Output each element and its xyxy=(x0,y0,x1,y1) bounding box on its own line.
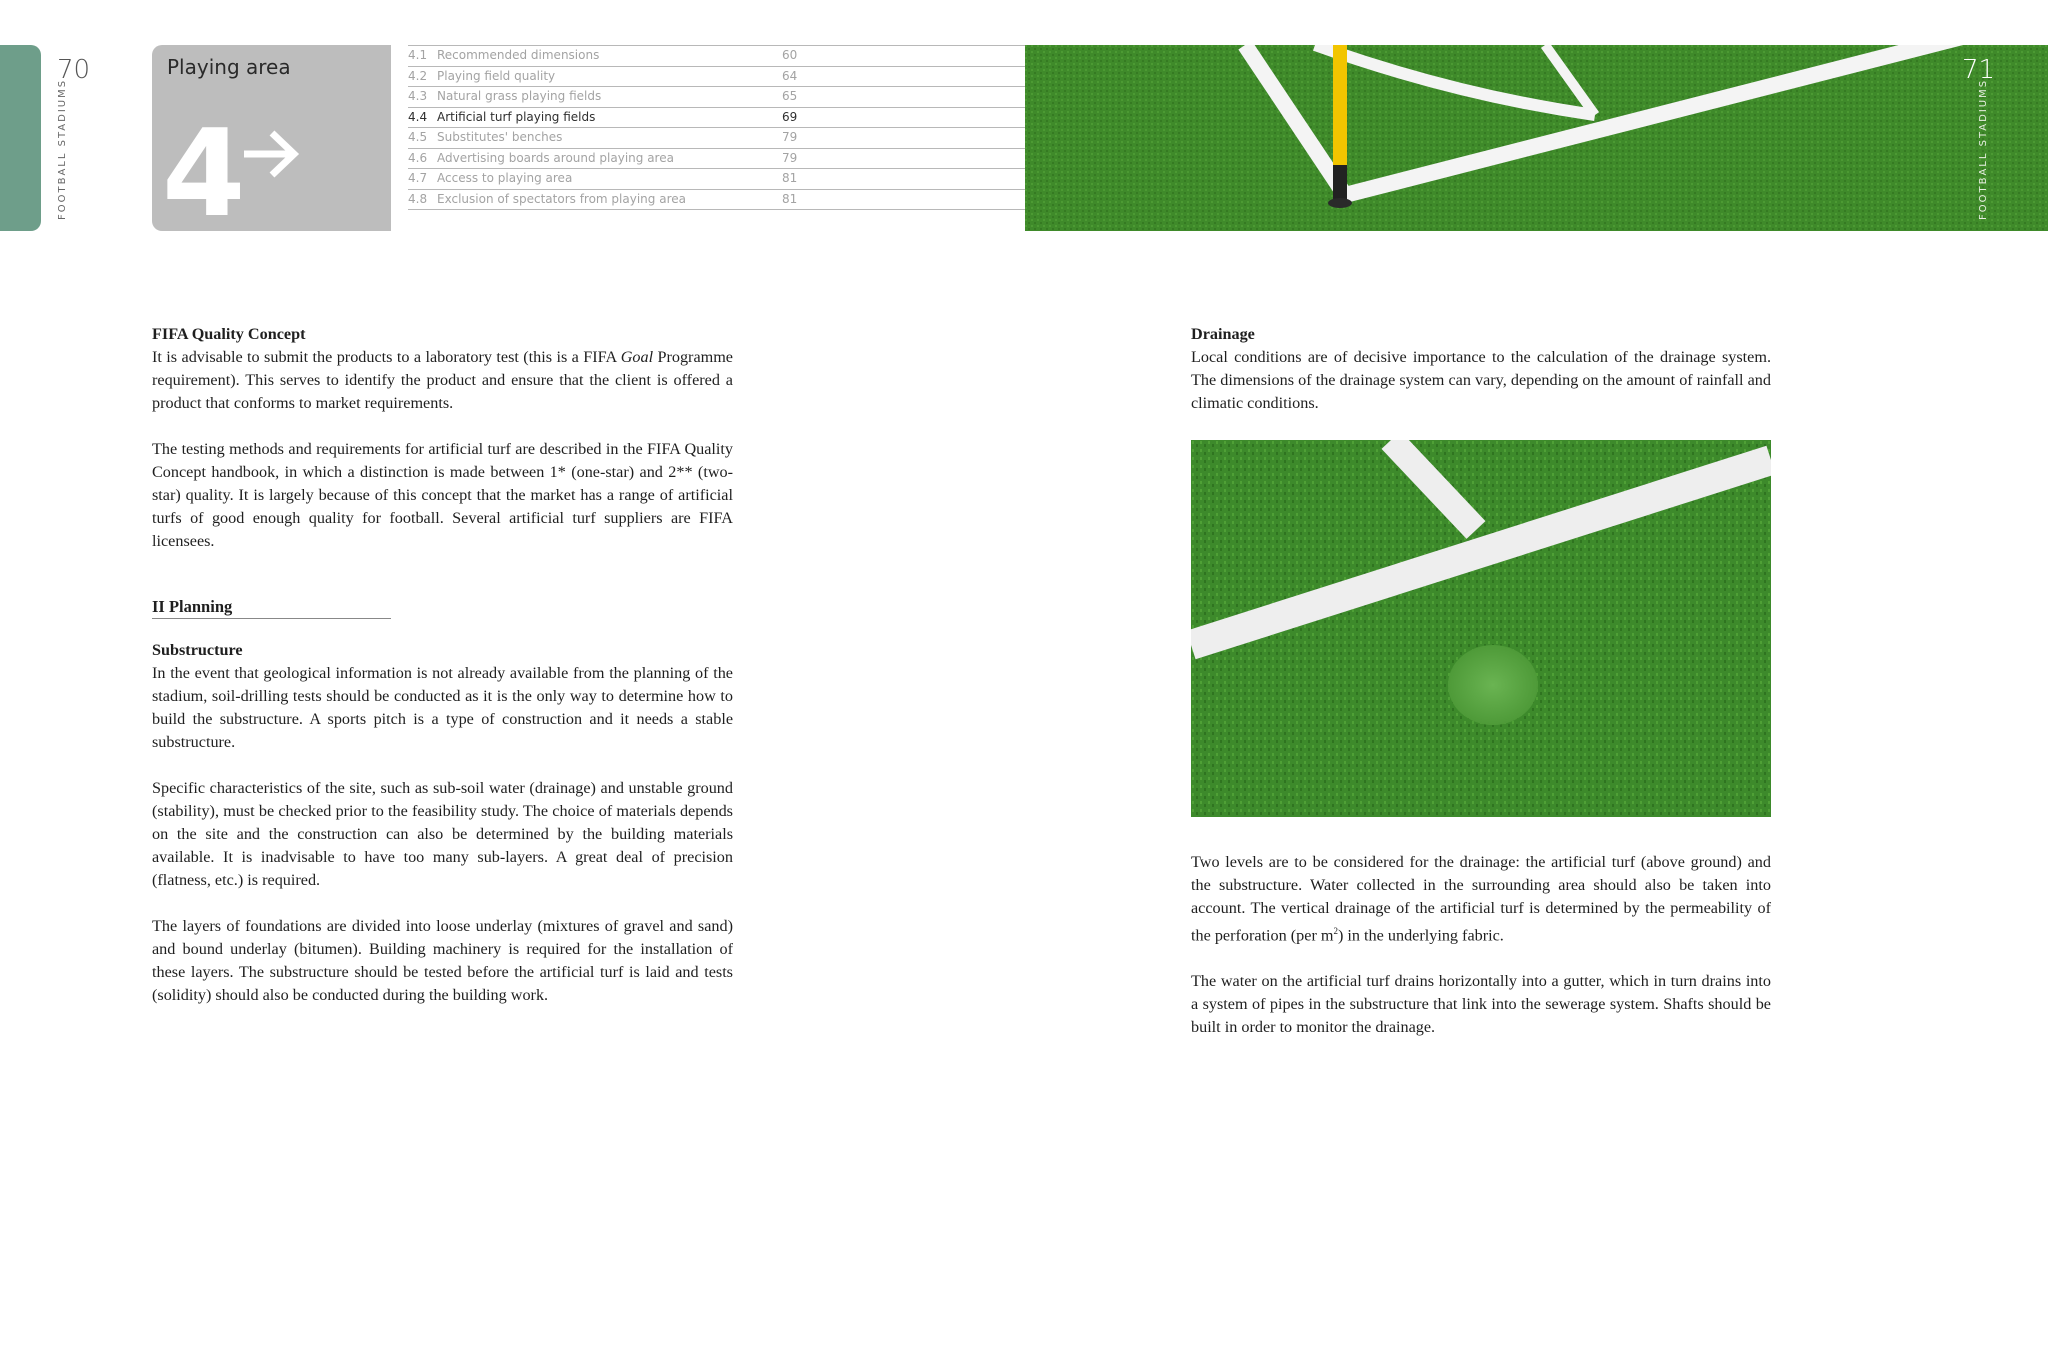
drain-p2-text: Two levels are to be considered for the drainage: the artificial turf (above ground) and the substructure. Water collected in the surrounding area should also be taken into account. The vertical drainage of the artificial turf is determined by the permeability of the perforation (per m xyxy=(1191,853,1771,945)
superscript-2: 2 xyxy=(1333,926,1338,936)
toc-row[interactable] xyxy=(408,168,1025,189)
chapter-number: 4 xyxy=(162,105,246,231)
toc-number: 4.1 xyxy=(408,48,428,62)
corner-flag-photo xyxy=(1025,45,2048,231)
drain-p2-text-2: ) in the underlying fabric. xyxy=(1337,926,1504,945)
drainage-heading: Drainage xyxy=(1191,325,1255,343)
substructure-heading: Substructure xyxy=(152,641,243,659)
chapter-toc xyxy=(408,45,1025,220)
toc-title: Recommended dimensions xyxy=(437,48,600,62)
toc-page: 60 xyxy=(782,48,798,62)
chapter-box xyxy=(152,45,391,231)
fifa-paragraph-2: The testing methods and requirements for artificial turf are described in the FIFA Quality Concept handbook, in which a distinction is made between 1* (one-star) and 2** (two-star) quality. It is largely because of this concept that the market has a range of artificial turfs of good enough quality for football. Several artificial turf suppliers are FIFA licensees. xyxy=(152,440,733,550)
right-text-column-bottom xyxy=(1191,851,1771,1039)
planning-heading: II Planning xyxy=(152,595,391,619)
right-arrow-icon xyxy=(242,129,300,179)
toc-page: 79 xyxy=(782,150,798,165)
toc-title: Access to playing area xyxy=(437,171,573,185)
toc-row[interactable] xyxy=(408,189,1025,210)
left-text-column xyxy=(152,323,733,1007)
fifa-goal-italic: Goal xyxy=(620,348,654,366)
fifa-p1-text: It is advisable to submit the products to a laboratory test (this is a FIFA xyxy=(152,348,621,366)
drainage-paragraph-2 xyxy=(1191,851,1771,947)
chapter-color-tab xyxy=(0,45,41,231)
toc-number: 4.5 xyxy=(408,130,428,144)
toc-number: 4.3 xyxy=(408,89,428,103)
toc-row[interactable] xyxy=(408,45,1025,66)
toc-page: 81 xyxy=(782,171,798,185)
toc-number: 4.7 xyxy=(408,171,428,185)
toc-row[interactable] xyxy=(408,66,1025,87)
fifa-quality-heading: FIFA Quality Concept xyxy=(152,325,306,343)
toc-row-active[interactable] xyxy=(408,107,1025,128)
toc-page: 64 xyxy=(782,68,798,83)
chapter-title: Playing area xyxy=(167,55,291,79)
toc-row[interactable] xyxy=(408,86,1025,107)
toc-page: 81 xyxy=(782,191,798,206)
toc-title: Substitutes' benches xyxy=(437,130,563,144)
header-grass-photo xyxy=(1025,45,2048,231)
substructure-paragraph-3: The layers of foundations are divided into loose underlay (mixtures of gravel and sand) and bound underlay (bitumen). Building machinery is required for the installation of these layers. The substructure should be tested before the artificial turf is laid and tests (solidity) should also be conducted during the building work. xyxy=(152,917,733,1004)
right-text-column-top xyxy=(1191,323,1771,415)
toc-number: 4.2 xyxy=(408,68,428,83)
drainage-paragraph-3: The water on the artificial turf drains horizontally into a gutter, which in turn drains into a system of pipes in the substructure that link into the sewerage system. Shafts should be built in order to monitor the drainage. xyxy=(1191,972,1771,1037)
toc-row[interactable] xyxy=(408,148,1025,169)
toc-title: Exclusion of spectators from playing area xyxy=(437,191,686,206)
fifa-paragraph-1 xyxy=(152,346,733,415)
toc-number: 4.6 xyxy=(408,150,428,165)
right-page-number: 71 xyxy=(1962,55,1996,85)
fifa-p1-text-2: Programme requirement). This serves to identify the product and ensure that the client is offered a product that conforms to market requirements. xyxy=(152,348,733,412)
left-spine-text: FOOTBALL STADIUMS xyxy=(57,78,68,220)
left-page-number: 70 xyxy=(57,55,91,85)
toc-page: 69 xyxy=(782,109,798,124)
substructure-paragraph-1: In the event that geological information is not already available from the planning of the stadium, soil-drilling tests should be conducted as it is the only way to determine how to build the substructure. A sports pitch is a type of construction and it needs a stable substructure. xyxy=(152,664,733,751)
right-spine-text: FOOTBALL STADIUMS xyxy=(1978,78,1989,220)
toc-title: Playing field quality xyxy=(437,68,556,83)
substructure-paragraph-2: Specific characteristics of the site, such as sub-soil water (drainage) and unstable ground (stability), must be checked prior to the feasibility study. The choice of materials depends on the site and the construction can also be determined by the building materials available. It is inadvisable to have too many sub-layers. A great deal of precision (flatness, etc.) is required. xyxy=(152,779,733,889)
drainage-paragraph-1: Local conditions are of decisive importance to the calculation of the drainage system. The dimensions of the drainage system can vary, depending on the amount of rainfall and climatic conditions. xyxy=(1191,348,1771,412)
toc-page: 65 xyxy=(782,89,798,103)
toc-title: Advertising boards around playing area xyxy=(437,150,674,165)
toc-bottom-rule xyxy=(408,209,1025,220)
toc-number: 4.4 xyxy=(408,109,428,124)
toc-row[interactable] xyxy=(408,127,1025,148)
toc-page: 79 xyxy=(782,130,798,144)
artificial-turf-photo xyxy=(1191,440,1771,817)
toc-title: Natural grass playing fields xyxy=(437,89,602,103)
toc-title: Artificial turf playing fields xyxy=(437,109,596,124)
toc-number: 4.8 xyxy=(408,191,428,206)
turf-drain-image xyxy=(1191,440,1771,817)
